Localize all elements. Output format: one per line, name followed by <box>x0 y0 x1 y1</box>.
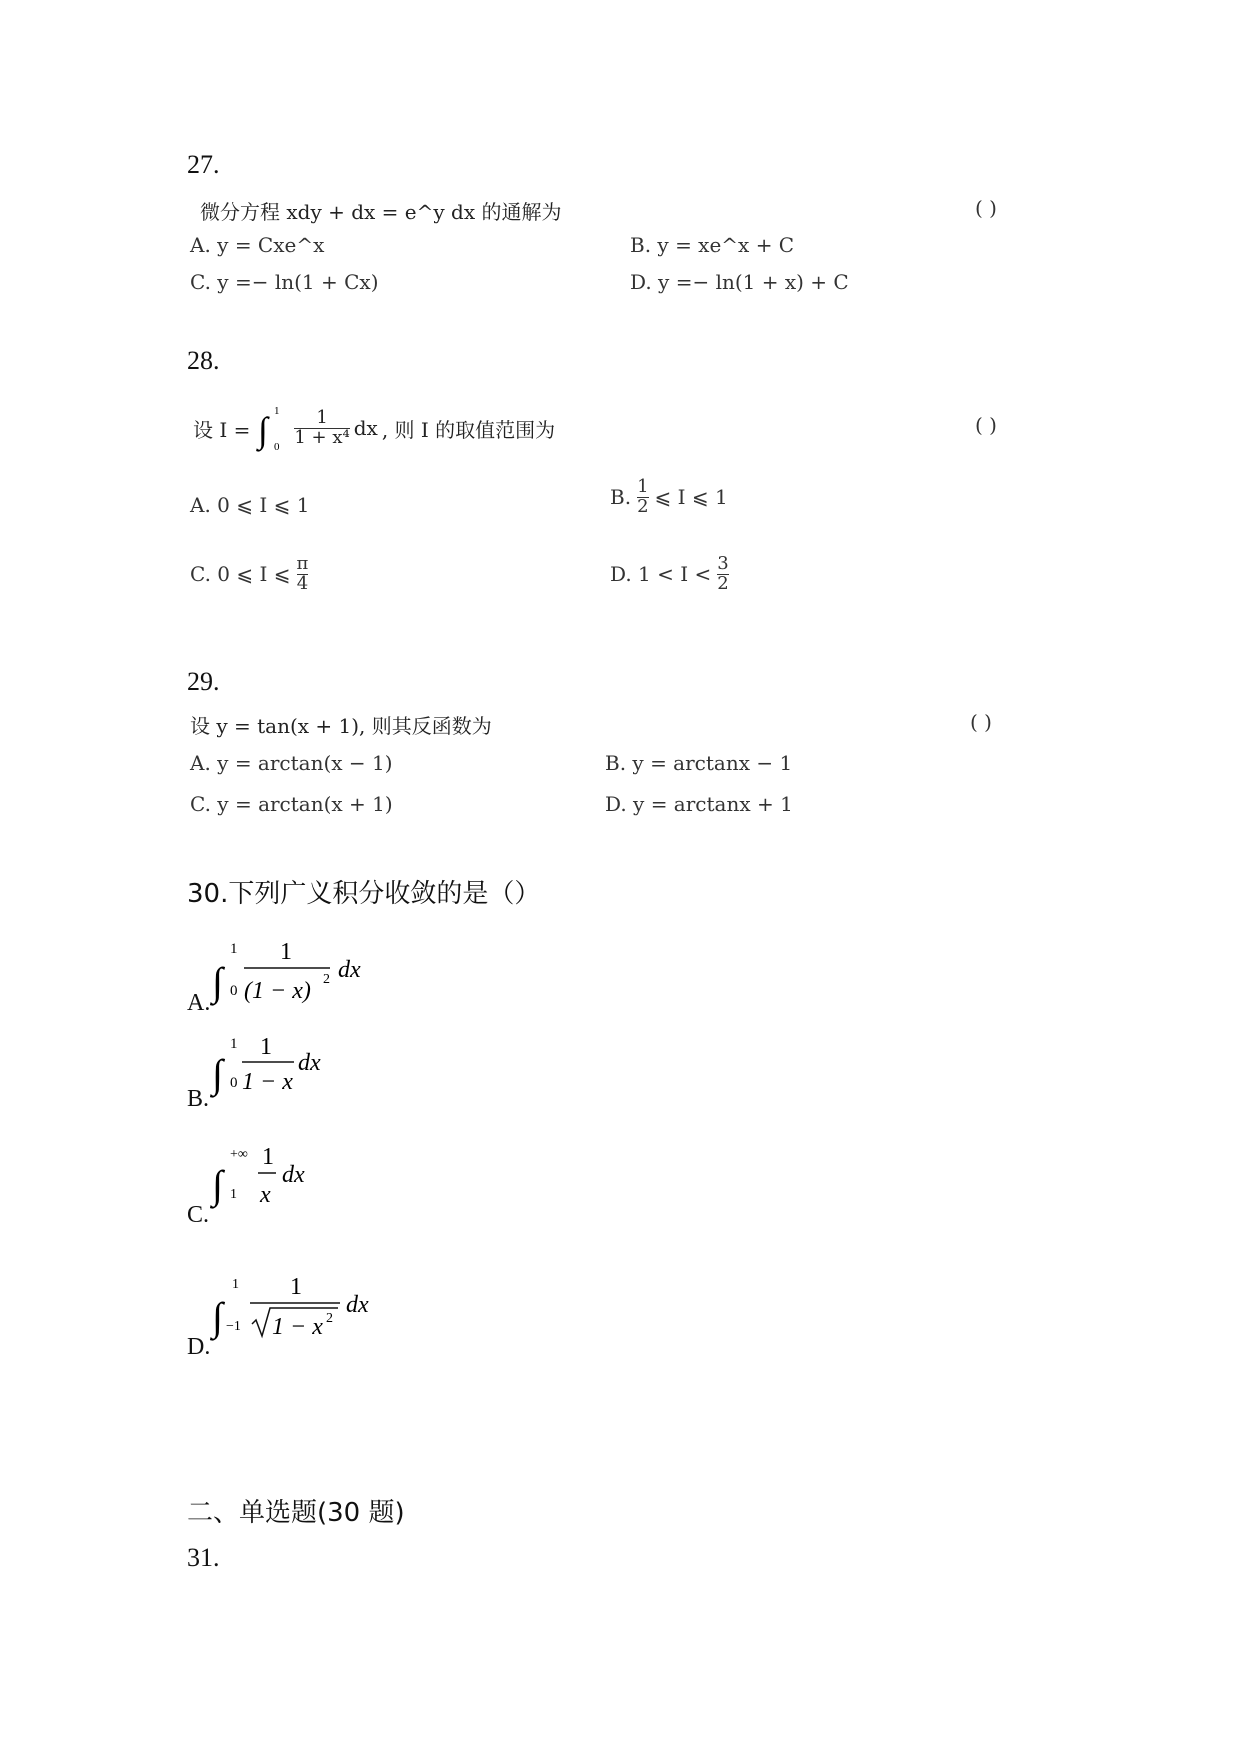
question-28-option-d <box>610 555 729 594</box>
question-30-option-d-label: D. <box>187 1334 211 1360</box>
integrand-numerator: 1 <box>290 1274 302 1300</box>
svg-text:∫: ∫ <box>258 410 269 450</box>
integral-upper-limit: 1 <box>274 405 280 417</box>
question-29-answer-paren: ( ) <box>970 710 992 734</box>
integral-sign-icon: ∫ <box>212 1294 223 1339</box>
integral-sign-icon: ∫ <box>212 959 223 1004</box>
question-30-title: 30.下列广义积分收敛的是（） <box>187 879 541 909</box>
option-c-label: C. 0 ⩽ I ⩽ <box>190 562 291 587</box>
integral-sign-icon <box>254 402 290 454</box>
question-27-number: 27. <box>187 150 220 179</box>
question-29-stem: 设 y = tan(x + 1), 则其反函数为 <box>190 714 492 738</box>
integrand-denominator: 1 − x <box>272 1314 323 1340</box>
question-29-option-c: C. y = arctan(x + 1) <box>190 792 393 816</box>
integrand-numerator: 1 <box>316 406 328 428</box>
integral-upper-limit: 1 <box>232 1277 239 1292</box>
question-27-option-d: D. y =− ln(1 + x) + C <box>630 270 849 294</box>
integrand-dx: dx <box>346 1292 369 1318</box>
integrand-dx: dx <box>353 416 378 440</box>
question-29-number: 29. <box>187 667 220 696</box>
question-28-integrand <box>294 406 350 448</box>
question-27-option-c: C. y =− ln(1 + Cx) <box>190 270 379 294</box>
option-d-denominator: 2 <box>717 572 729 594</box>
integral-lower-limit: 0 <box>230 1075 238 1091</box>
question-28-stem-suffix: , 则 I 的取值范围为 <box>381 417 556 442</box>
question-28-stem-prefix: 设 I = <box>193 417 251 442</box>
question-29-option-d: D. y = arctanx + 1 <box>605 792 793 816</box>
question-30-option-d-integral <box>210 1270 390 1360</box>
question-30-option-a-integral <box>210 935 380 1025</box>
question-30-option-b-label: B. <box>187 1086 210 1112</box>
question-29-option-a: A. y = arctan(x − 1) <box>190 751 393 775</box>
option-b-numerator: 1 <box>637 476 649 497</box>
integrand-denominator: 1 + x⁴ <box>294 426 350 448</box>
option-d-label: D. 1 < I < <box>610 562 712 587</box>
question-30-option-c-integral <box>210 1140 330 1225</box>
question-27-option-b: B. y = xe^x + C <box>630 233 795 257</box>
integrand-dx: dx <box>282 1162 305 1188</box>
question-28-stem <box>193 402 555 454</box>
integrand-dx: dx <box>338 957 361 983</box>
denominator-exponent: 2 <box>323 972 330 987</box>
option-b-fraction <box>637 478 648 517</box>
integral-sign-icon: ∫ <box>212 1051 223 1096</box>
question-28-answer-paren: ( ) <box>975 413 997 437</box>
integrand-numerator: 1 <box>260 1034 272 1060</box>
question-27-answer-paren: ( ) <box>975 196 997 220</box>
option-b-rest: ⩽ I ⩽ 1 <box>654 485 728 510</box>
integral-lower-limit: 0 <box>230 983 238 999</box>
question-28-number: 28. <box>187 346 220 375</box>
question-30-option-c-label: C. <box>187 1202 210 1228</box>
option-c-fraction <box>297 555 309 594</box>
question-30-option-b-integral <box>210 1032 340 1117</box>
integrand-numerator: 1 <box>280 939 292 965</box>
integral-upper-limit: 1 <box>230 1036 238 1052</box>
integrand-denominator: 1 − x <box>242 1069 293 1095</box>
option-d-fraction <box>717 555 728 594</box>
section-heading: 二、单选题(30 题) <box>187 1498 405 1528</box>
option-d-numerator: 3 <box>717 553 729 574</box>
integrand-dx: dx <box>298 1050 321 1076</box>
question-28-option-a: A. 0 ⩽ I ⩽ 1 <box>190 493 310 517</box>
question-28-option-c <box>190 555 308 594</box>
question-30-option-a-label: A. <box>187 990 211 1016</box>
integrand-denominator: x <box>260 1182 271 1208</box>
denominator-exponent: 2 <box>326 1311 333 1326</box>
option-b-denominator: 2 <box>637 495 649 517</box>
integral-lower-limit: 1 <box>230 1187 237 1202</box>
question-27-stem: 微分方程 xdy + dx = e^y dx 的通解为 <box>200 200 562 224</box>
option-b-label: B. <box>610 485 632 510</box>
integrand-numerator: 1 <box>262 1144 274 1170</box>
question-28-option-b <box>610 478 728 517</box>
question-29-option-b: B. y = arctanx − 1 <box>605 751 793 775</box>
integral-upper-limit: +∞ <box>230 1147 248 1162</box>
option-c-denominator: 4 <box>296 572 309 594</box>
question-31-number: 31. <box>187 1543 220 1572</box>
integral-lower-limit: 0 <box>274 441 280 453</box>
question-27-option-a: A. y = Cxe^x <box>190 233 325 257</box>
integral-sign-icon: ∫ <box>212 1162 223 1207</box>
integrand-denominator: (1 − x) <box>244 978 311 1004</box>
integral-lower-limit: −1 <box>226 1319 241 1334</box>
integral-upper-limit: 1 <box>230 941 238 957</box>
option-c-numerator: π <box>296 553 309 574</box>
